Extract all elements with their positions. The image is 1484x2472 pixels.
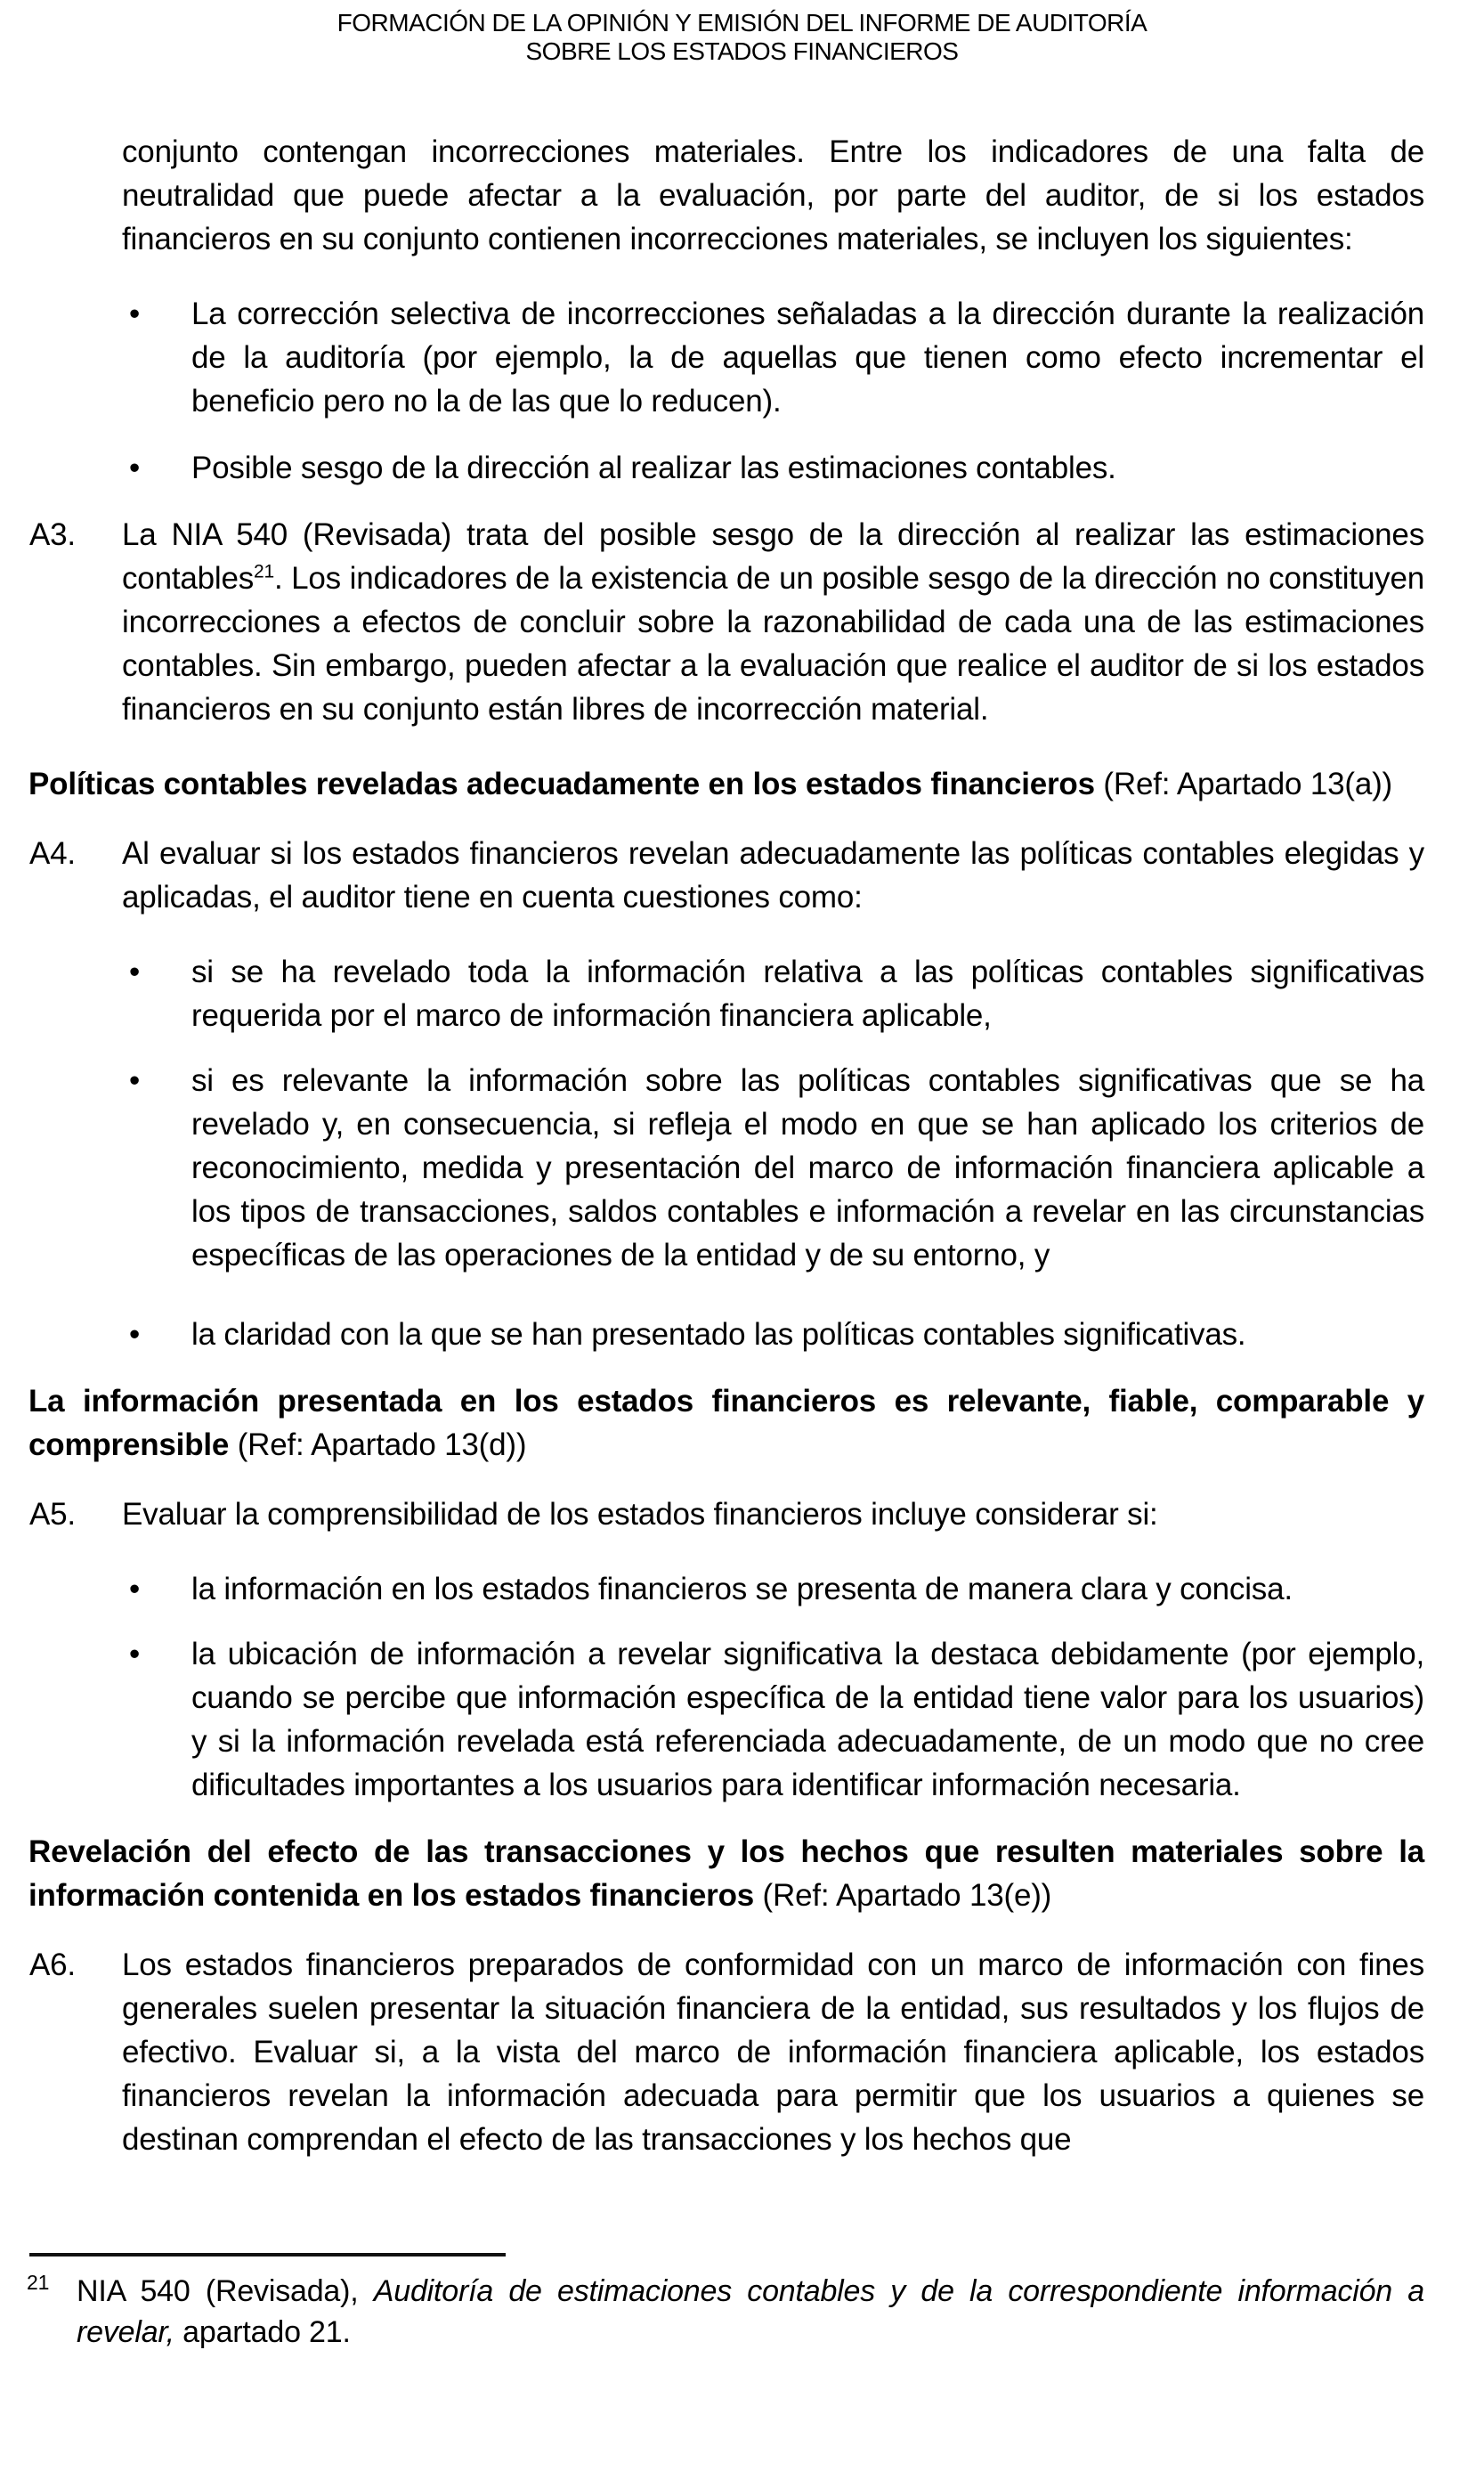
heading-reference: (Ref: Apartado 13(d))	[229, 1427, 527, 1463]
bullet-icon: •	[129, 1317, 141, 1353]
list-item-text: La corrección selectiva de incorrecciones señaladas a la dirección durante la realización de la auditoría (por ejemplo, la de aquellas que tienen como efecto incrementar el beneficio pero no la de las que lo reducen).	[191, 297, 1424, 419]
paragraph-text-after-footnote-ref: . Los indicadores de la existencia de un posible sesgo de la dirección no constituyen incorrecciones a efectos de concluir sobre la razonabilidad de cada una de las estimaciones contables. Sin embargo, pueden afectar a la evaluación que realice el auditor de si los estados financieros en su conjunto están libres de incorrección material.	[122, 561, 1424, 727]
list-item-text: la información en los estados financieros se presenta de manera clara y concisa.	[191, 1572, 1293, 1607]
list-item	[0, 1567, 1424, 1611]
bullet-list-1	[0, 292, 1484, 490]
footnote	[0, 2271, 1424, 2353]
bullet-icon: •	[129, 451, 141, 485]
list-item-text: si es relevante la información sobre las políticas contables significativas que se ha revelado y, en consecuencia, si refleja el modo en que se han aplicado los criterios de reconocimiento, medida y presentación del marco de información financiera aplicable a los tipos de transacciones, saldos contables e información a revelar en las circunstancias específicas de las operaciones de la entidad y de su entorno, y	[191, 1063, 1424, 1273]
document-header	[0, 0, 1484, 66]
bullet-icon: •	[129, 1063, 141, 1099]
paragraph-label: A5.	[29, 1497, 76, 1533]
section-heading-accounting-policies	[28, 762, 1424, 806]
footnote-text-normal: NIA 540 (Revisada),	[77, 2274, 374, 2309]
heading-reference: (Ref: Apartado 13(a))	[1094, 767, 1392, 801]
list-item-text: la claridad con la que se han presentado las políticas contables significativas.	[191, 1317, 1246, 1353]
paragraph-label: A6.	[29, 1948, 76, 1983]
list-item-text: si se ha revelado toda la información relativa a las políticas contables significativas requerida por el marco de información financiera aplicable,	[191, 955, 1424, 1034]
list-item	[0, 950, 1424, 1037]
footnote-text-normal: apartado 21.	[174, 2315, 351, 2350]
header-line-2: SOBRE LOS ESTADOS FINANCIEROS	[525, 37, 959, 65]
paragraph-label: A3.	[29, 517, 76, 552]
list-item	[0, 1632, 1424, 1807]
paragraph-text-before-footnote-ref: La NIA 540 (Revisada) trata del posible sesgo de la dirección al realizar las estimaciones contables	[122, 517, 1424, 596]
heading-reference: (Ref: Apartado 13(e))	[754, 1878, 1052, 1914]
paragraph-text: Los estados financieros preparados de conformidad con un marco de información con fines generales suelen presentar la situación financiera de la entidad, sus resultados y los flujos de efectivo. Evaluar si, a la vista del marco de información financiera aplicable, los estados financieros revelan la información adecuada para permitir que los usuarios a quienes se destinan comprendan el efecto de las transacciones y los hechos que	[122, 1948, 1424, 2158]
heading-bold-text: Revelación del efecto de las transacciones y los hechos que resulten materiales sobre la información contenida en los estados financieros	[28, 1834, 1424, 1914]
heading-bold-text: Políticas contables reveladas adecuadamente en los estados financieros	[28, 767, 1095, 801]
paragraph-a3	[0, 513, 1424, 731]
footnote-number: 21	[27, 2271, 50, 2295]
list-item-text: Posible sesgo de la dirección al realizar las estimaciones contables.	[191, 451, 1116, 485]
section-heading-disclosure-effect-transactions	[28, 1830, 1424, 1917]
bullet-icon: •	[129, 1637, 141, 1672]
paragraph-a6	[0, 1943, 1424, 2161]
footnote-text-italic: Auditoría de estimaciones contables y de la correspondiente información a revelar,	[77, 2274, 1424, 2350]
list-item-text: la ubicación de información a revelar significativa la destaca debidamente (por ejemplo, cuando se percibe que información específica de la entidad tiene valor para los usuarios) y si la información revelada está referenciada adecuadamente, de un modo que no cree dificultades importantes a los usuarios para identificar información necesaria.	[191, 1637, 1424, 1803]
intro-paragraph: conjunto contengan incorrecciones materiales. Entre los indicadores de una falta de neutralidad que puede afectar a la evaluación, por parte del auditor, de si los estados financieros en su conjunto contienen incorrecciones materiales, se incluyen los siguientes:	[122, 134, 1424, 256]
paragraph-a4	[0, 832, 1424, 919]
heading-bold-text: La información presentada en los estados financieros es relevante, fiable, comparable y comprensible	[28, 1384, 1424, 1463]
bullet-icon: •	[129, 297, 141, 331]
bullet-list-3	[0, 1567, 1484, 1807]
paragraph-text: Al evaluar si los estados financieros revelan adecuadamente las políticas contables elegidas y aplicadas, el auditor tiene en cuenta cuestiones como:	[122, 836, 1424, 915]
footnote-separator	[29, 2253, 506, 2257]
paragraph-label: A4.	[29, 836, 76, 872]
paragraph-a5	[0, 1492, 1424, 1536]
paragraph-text: Evaluar la comprensibilidad de los estados financieros incluye considerar si:	[122, 1497, 1158, 1533]
list-item	[0, 292, 1424, 423]
header-line-1: FORMACIÓN DE LA OPINIÓN Y EMISIÓN DEL INFORME DE AUDITORÍA	[337, 9, 1147, 37]
footnote-reference: 21	[254, 561, 274, 582]
list-item	[0, 1059, 1424, 1277]
list-item	[0, 1313, 1424, 1356]
bullet-list-2	[0, 950, 1484, 1356]
list-item	[0, 446, 1424, 490]
section-heading-relevant-reliable-information	[28, 1379, 1424, 1467]
bullet-icon: •	[129, 955, 141, 990]
bullet-icon: •	[129, 1572, 141, 1607]
